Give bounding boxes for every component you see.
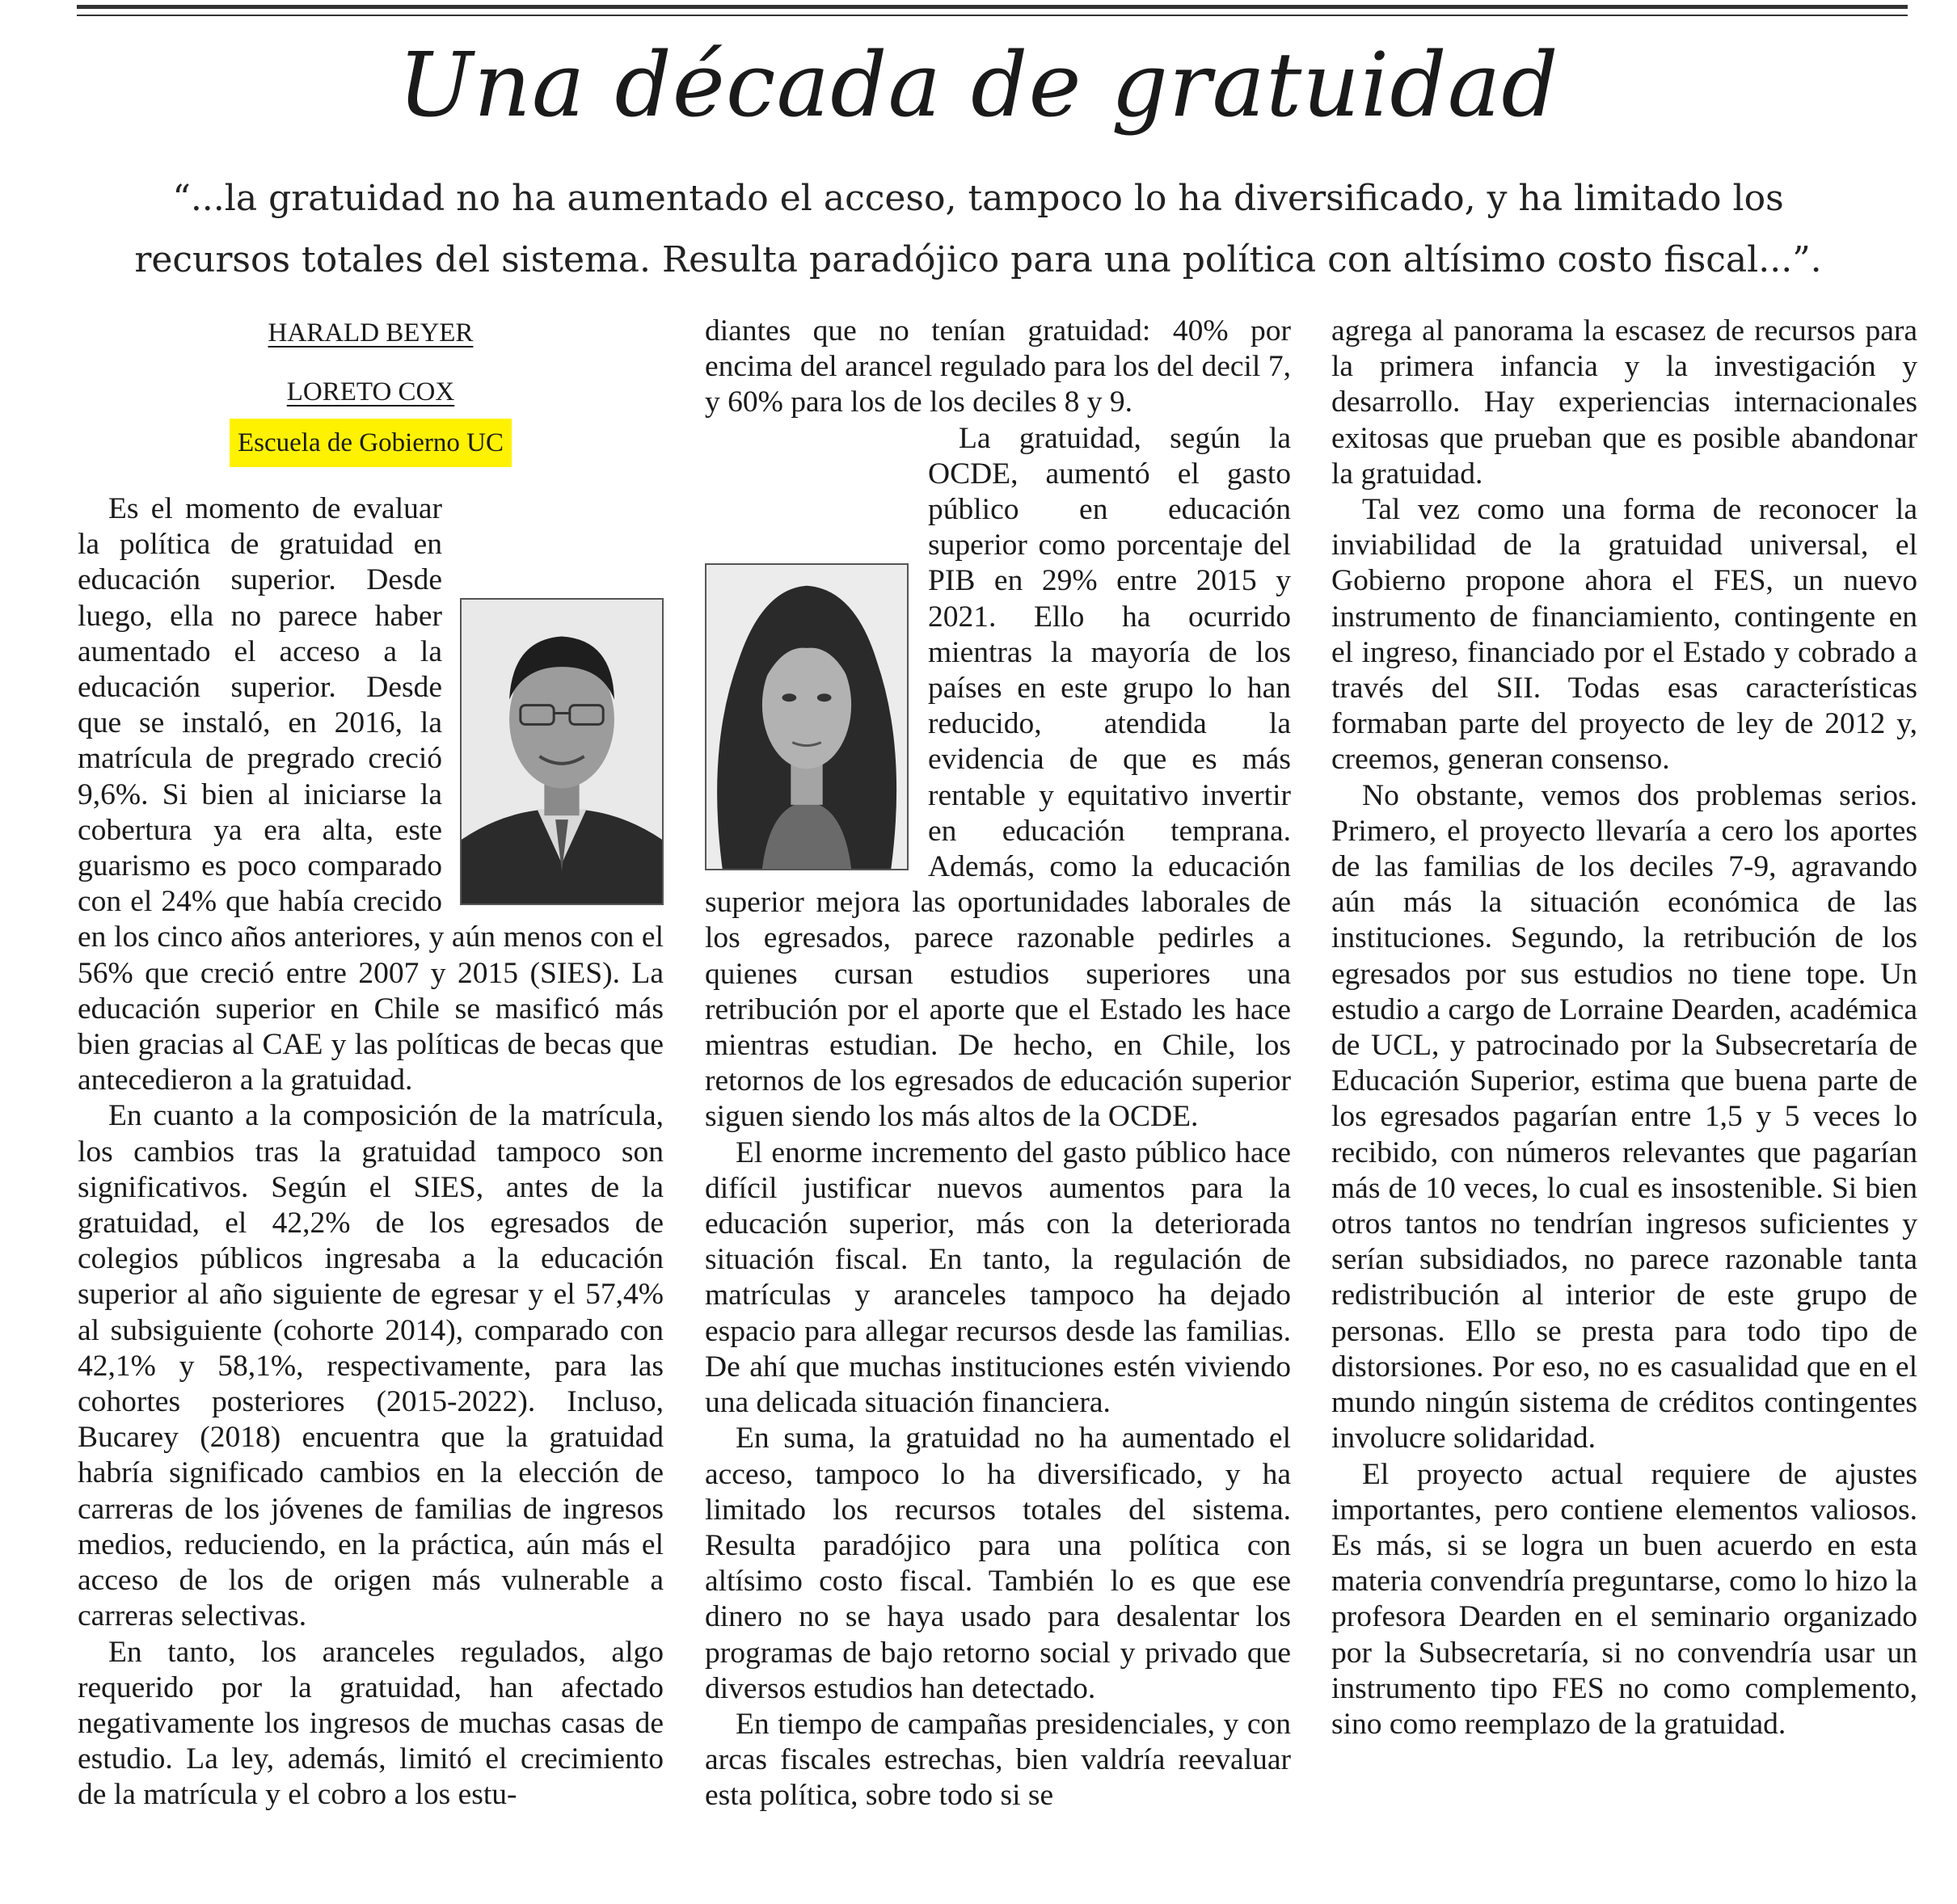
paragraph: No obstante, vemos dos problemas serios. Primero, el proyecto llevaría a cero los aportes de las familias de los deciles 7-9, agravando aún más la situación económica de las instituciones. Segundo, la retribución de los egresados por sus estudios no tiene tope. Un estudio a cargo de Lorraine Dearden, académica de UCL, y patrocinado por la Subsecretaría de Educación Superior, estima que buena parte de los egresados pagarían entre 1,5 y 5 veces lo recibido, con números relevantes que pagarían más de 10 veces, lo cual es insostenible. Si bien otros tantos no tendrían ingresos suficientes y serían subsidiados, no parece razonable tanta redistribución al interior de este grupo de personas. Ello se presta para todo tipo de distorsiones. Por eso, no es casualidad que en el mundo ningún sistema de créditos contingentes involucre solidaridad. [1331, 778, 1917, 1455]
paragraph [705, 421, 1291, 1135]
affiliation-highlight: Escuela de Gobierno UC [230, 419, 512, 467]
paragraph: En suma, la gratuidad no ha aumentado el acceso, tampoco lo ha diversificado, y ha limitado los recursos totales del sistema. Resulta paradójico para una política con altísimo costo fiscal. También lo es que ese dinero no se haya usado para desalentar los programas de bajo retorno social y privado que diversos estudios han detectado. [705, 1422, 1291, 1705]
article-column-2 [705, 314, 1291, 1814]
author-2-name: LORETO COX [286, 377, 455, 406]
byline [78, 314, 664, 490]
paragraph: En cuanto a la composición de la matrícula, los cambios tras la gratuidad tampoco son significativos. Según el SIES, antes de la gratuidad, el 42,2% de los egresados de colegios públicos ingresaba a la educación superior al año siguiente de egresar y el 57,4% al subsiguiente (cohorte 2014), comparado con 42,1% y 58,1%, respectivamente, para las cohortes posteriores (2015-2022). Incluso, Bucarey (2018) encuentra que la gratuidad habría significado cambios en la elección de carreras de los jóvenes de familias de ingresos medios, reduciendo, en la práctica, aún más el acceso de los de origen más vulnerable a carreras selectivas. [78, 1099, 664, 1633]
paragraph: diantes que no tenían gratuidad: 40% por encima del arancel regulado para los del decil 7, y 60% para los de los deciles 8 y 9. [705, 314, 1291, 419]
article-column-3 [1331, 314, 1917, 1742]
author-photo-harald-beyer [460, 598, 664, 905]
paragraph: En tiempo de campañas presidenciales, y con arcas fiscales estrechas, bien valdría reevaluar esta política, sobre todo si se [705, 1707, 1291, 1813]
paragraph: Tal vez como una forma de reconocer la inviabilidad de la gratuidad universal, el Gobierno propone ahora el FES, un nuevo instrumento de financiamiento, contingente en el ingreso, financiado por el Estado y cobrado a través del SII. Todas esas características formaban parte del proyecto de ley de 2012 y, creemos, generan consenso. [1331, 493, 1917, 777]
portrait-man-icon [462, 600, 662, 904]
article-column-1 [78, 314, 664, 1813]
paragraph-text: Es el momento de evaluar la política de gratuidad en educación superior. Desde luego, ella no parece haber aumentado el acceso a la educación superior. Desde que se instaló, en 2016, la matrícula de pregrado creció 9,6%. Si bien al iniciarse la cobertura ya era alta, este guarismo es poco comparado con el 24% que había crecido en los cinco años anteriores, y aún menos con el 56% que creció entre 2007 y 2015 (SIES). La educación superior en Chile se masificó más bien gracias al CAE y las políticas de becas que antecedieron a la gratuidad. [78, 492, 664, 1097]
pull-quote: “...la gratuidad no ha aumentado el acceso, tampoco lo ha diversificado, y ha limitado los recursos totales del sistema. Resulta paradójico para una política con altísimo costo fiscal...”. [134, 178, 1822, 280]
headline: Una década de gratuidad [398, 33, 1559, 137]
top-rule-thick [77, 5, 1908, 9]
author-1-name: HARALD BEYER [268, 318, 474, 348]
paragraph-text: La gratuidad, según la OCDE, aumentó el gasto público en educación superior como porcentaje del PIB en 29% entre 2015 y 2021. Ello ha ocurrido mientras la mayoría de los países en este grupo lo han reducido, atendida la evidencia de que es más rentable y equitativo invertir en educación temprana. Además, como la educación superior mejora las oportunidades laborales de los egresados, parece razonable pedirles a quienes cursan estudios superiores una retribución por el aporte que el Estado les hace mientras estudian. De hecho, en Chile, los retornos de los egresados de educación superior siguen siendo los más altos de la OCDE. [705, 421, 1291, 1134]
portrait-woman-icon [706, 565, 907, 869]
paragraph: En tanto, los aranceles regulados, algo requerido por la gratuidad, han afectado negativamente los ingresos de muchas casas de estudio. La ley, además, limitó el crecimiento de la matrícula y el cobro a los estu- [78, 1635, 664, 1812]
top-rule-thin [77, 15, 1908, 16]
author-2 [78, 376, 664, 408]
paragraph: El proyecto actual requiere de ajustes importantes, pero contiene elementos valiosos. Es más, si se logra un buen acuerdo en esta materia convendría preguntarse, como lo hizo la profesora Dearden en el seminario organizado por la Subsecretaría, si no convendría usar un instrumento tipo FES no como complemento, sino como reemplazo de la gratuidad. [1331, 1457, 1917, 1741]
author-1 [78, 317, 664, 349]
author-photo-loreto-cox [705, 563, 909, 870]
paragraph: El enorme incremento del gasto público hace difícil justificar nuevos aumentos para la educación superior, más con la deteriorada situación fiscal. En tanto, la regulación de matrículas y aranceles tampoco ha dejado espacio para allegar recursos desde las familias. De ahí que muchas instituciones estén viviendo una delicada situación financiera. [705, 1135, 1291, 1420]
paragraph: agrega al panorama la escasez de recursos para la primera infancia y la investigación y desarrollo. Hay experiencias internacionales exitosas que prueban que es posible abandonar la gratuidad. [1331, 314, 1917, 491]
paragraph [78, 491, 664, 1098]
affiliation [78, 419, 664, 467]
